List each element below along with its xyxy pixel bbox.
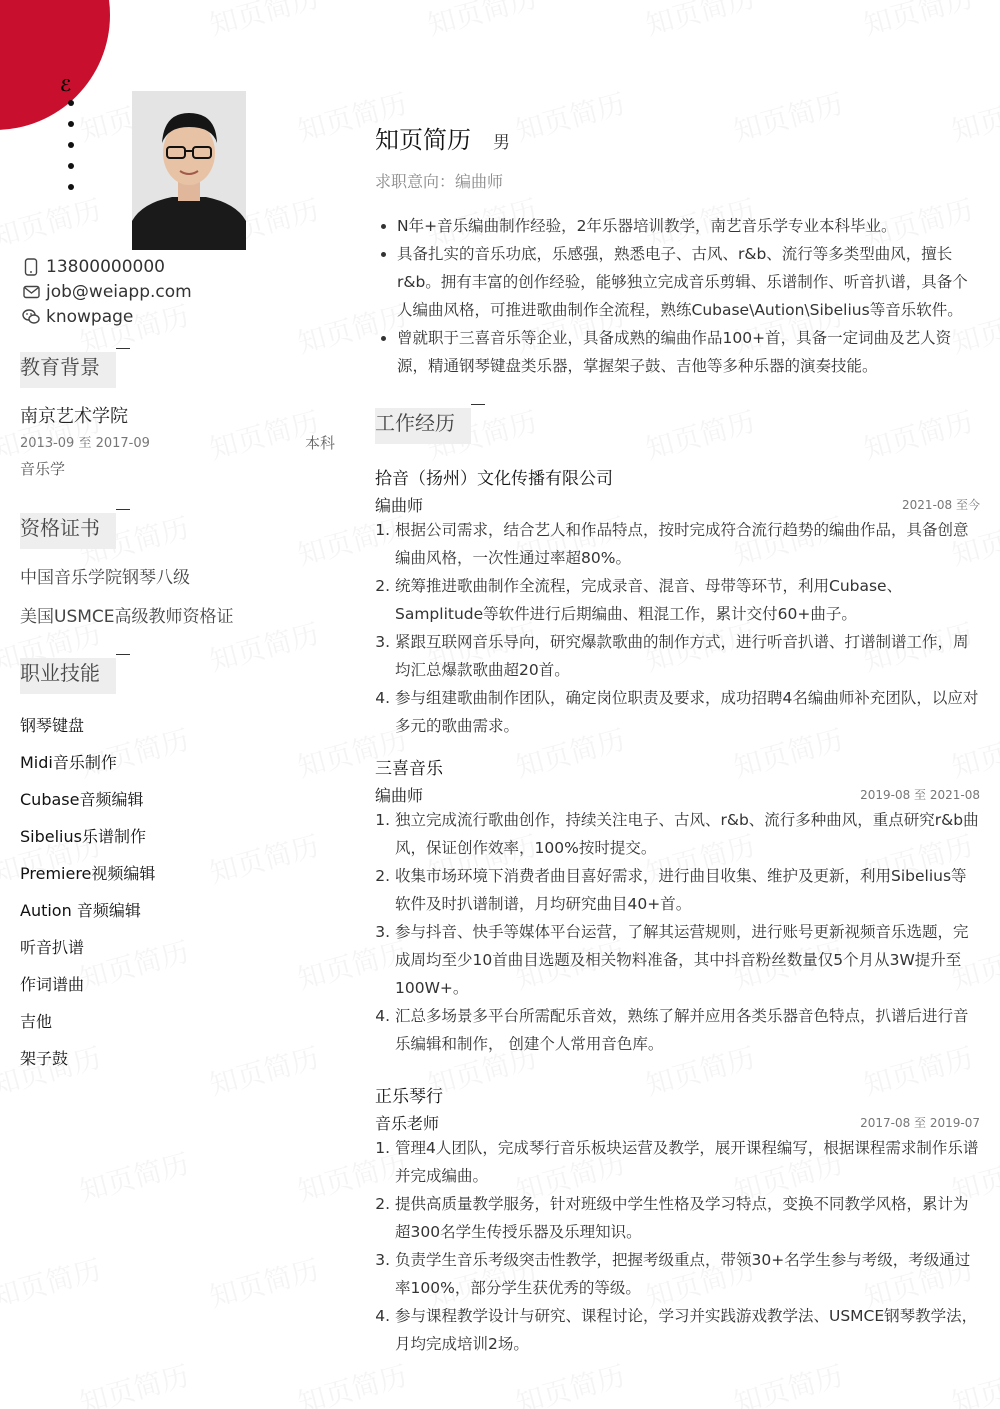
- skill-item: 听音扒谱: [20, 938, 85, 957]
- watermark-text: [75, 1142, 194, 1210]
- job-entry: [375, 464, 980, 740]
- watermark-text: [205, 1036, 324, 1104]
- skills-title: 职业技能: [20, 658, 116, 694]
- duty-item: 4. 参与组建歌曲制作团队，确定岗位职责及要求，成功招聘4名编曲师补充团队，以应对多元的歌曲需求。: [395, 684, 980, 740]
- certificates-title: 资格证书: [20, 513, 116, 549]
- duty-item: 1. 根据公司需求，结合艺人和作品特点，按时完成符合流行趋势的编曲作品，具备创意编曲风格，一次性通过率超80%。: [395, 516, 980, 572]
- email-icon: [22, 285, 40, 299]
- watermark-text: [729, 1354, 848, 1409]
- watermark-text: [293, 1354, 412, 1409]
- summary-item: • 具备扎实的音乐功底，乐感强，熟悉电子、古风、r&b、流行等多类型曲风，擅长r&b。拥有丰富的创作经验，能够独立完成音乐剪辑、乐谱制作、听音扒谱，具备个人编曲风格，可推进歌曲制作全流程，熟练Cubase\Aution\Sibelius等音乐软件。: [397, 240, 980, 324]
- job-company: 三喜音乐: [375, 759, 443, 779]
- watermark-text: [0, 188, 105, 256]
- job-entry: [375, 1082, 980, 1358]
- skill-item: 架子鼓: [20, 1049, 69, 1068]
- wechat-icon: [22, 309, 40, 325]
- decorative-mark-icon: ℰ: [60, 76, 72, 95]
- skill-item: Midi音乐制作: [20, 753, 117, 772]
- job-position: 编曲师: [375, 496, 424, 515]
- watermark-text: [205, 0, 324, 44]
- summary-list: [375, 212, 980, 380]
- certificates-section: [20, 513, 234, 627]
- decorative-red-circle: [0, 0, 110, 130]
- job-entry: [375, 754, 980, 1058]
- duty-item: 2. 收集市场环境下消费者曲目喜好需求，进行曲目收集、维护及更新，利用Sibelius等软件及时扒谱制谱，月均研究曲目40+首。: [395, 862, 980, 918]
- education-title: 教育背景: [20, 352, 116, 388]
- skill-item: 作词谱曲: [20, 975, 85, 994]
- skill-item: Premiere视频编辑: [20, 864, 156, 883]
- candidate-gender: 男: [493, 133, 510, 153]
- education-major: 音乐学: [20, 460, 66, 478]
- education-period: 2013-09 至 2017-09: [20, 436, 150, 451]
- job-header: [375, 1111, 980, 1134]
- job-position: 编曲师: [375, 786, 424, 805]
- watermark-text: [423, 0, 542, 44]
- contact-email: [22, 279, 192, 304]
- phone-icon: [22, 258, 40, 276]
- candidate-name: 知页简历: [375, 126, 471, 154]
- skill-item: Cubase音频编辑: [20, 790, 144, 809]
- watermark-text: [859, 0, 978, 44]
- skill-item: 钢琴键盘: [20, 716, 85, 735]
- job-duties: [375, 1134, 980, 1358]
- job-period: 2017-08 至 2019-07: [860, 1116, 980, 1130]
- education-degree: 本科: [304, 434, 335, 452]
- phone-text: 13800000000: [46, 256, 165, 277]
- work-title: 工作经历: [375, 408, 471, 444]
- skill-item: Aution 音频编辑: [20, 901, 141, 920]
- job-period: 2021-08 至今: [902, 498, 980, 512]
- certificate-item: 中国音乐学院钢琴八级: [20, 568, 190, 588]
- job-company: 正乐琴行: [375, 1087, 443, 1107]
- job-header: [375, 783, 980, 806]
- wechat-text: knowpage: [46, 306, 134, 327]
- duty-item: 2. 提供高质量教学服务，针对班级中学生性格及学习特点，变换不同教学风格，累计为超300名学生传授乐器及乐理知识。: [395, 1190, 980, 1246]
- job-header: [375, 493, 980, 516]
- job-company: 拾音（扬州）文化传播有限公司: [375, 469, 613, 489]
- contact-phone: [22, 254, 192, 279]
- watermark-text: [641, 0, 760, 44]
- name-line: [375, 120, 980, 155]
- job-position: 音乐老师: [375, 1114, 440, 1133]
- skills-section: [20, 658, 155, 1077]
- skill-item: Sibelius乐谱制作: [20, 827, 146, 846]
- duty-item: 3. 负责学生音乐考级突击性教学，把握考级重点，带领30+名学生参与考级，考级通过率100%，部分学生获优秀的等级。: [395, 1246, 980, 1302]
- email-text: job@weiapp.com: [46, 281, 192, 302]
- watermark-text: [75, 1354, 194, 1409]
- job-period: 2019-08 至 2021-08: [860, 788, 980, 802]
- watermark-text: [947, 1354, 1000, 1409]
- duty-item: 1. 管理4人团队，完成琴行音乐板块运营及教学，展开课程编写，根据课程需求制作乐谱并完成编曲。: [395, 1134, 980, 1190]
- summary-item: • 曾就职于三喜音乐等企业，具备成熟的编曲作品100+首，具备一定词曲及艺人资源，精通钢琴键盘类乐器，掌握架子鼓、吉他等多种乐器的演奏技能。: [397, 324, 980, 380]
- duty-item: 4. 汇总多场景多平台所需配乐音效，熟练了解并应用各类乐器音色特点，扒谱后进行音乐编辑和制作， 创建个人常用音色库。: [395, 1002, 980, 1058]
- skill-item: 吉他: [20, 1012, 53, 1031]
- education-section: [20, 352, 335, 479]
- contact-block: [22, 254, 192, 329]
- education-meta: [20, 432, 335, 453]
- job-duties: [375, 806, 980, 1058]
- education-school: 南京艺术学院: [20, 406, 128, 427]
- watermark-text: [205, 824, 324, 892]
- job-intent: 求职意向：编曲师: [375, 172, 504, 191]
- certificate-item: 美国USMCE高级教师资格证: [20, 607, 234, 627]
- duty-item: 3. 紧跟互联网音乐导向，研究爆款歌曲的制作方式，进行听音扒谱、打谱制谱工作，周均汇总爆款歌曲超20首。: [395, 628, 980, 684]
- watermark-text: [205, 1248, 324, 1316]
- contact-wechat: [22, 304, 192, 329]
- watermark-text: [511, 1354, 630, 1409]
- job-duties: [375, 516, 980, 740]
- duty-item: 1. 独立完成流行歌曲创作，持续关注电子、古风、r&b、流行多种曲风，重点研究r&b曲风，保证创作效率，100%按时提交。: [395, 806, 980, 862]
- watermark-text: [0, 1248, 105, 1316]
- duty-item: 3. 参与抖音、快手等媒体平台运营，了解其运营规则，进行账号更新视频音乐选题，完成周均至少10首曲目选题及相关物料准备，其中抖音粉丝数量仅5个月从3W提升至100W+。: [395, 918, 980, 1002]
- avatar-photo: [132, 91, 246, 250]
- main-column: [375, 120, 980, 1358]
- duty-item: 2. 统筹推进歌曲制作全流程，完成录音、混音、母带等环节，利用Cubase、Samplitude等软件进行后期编曲、粗混工作，累计交付60+曲子。: [395, 572, 980, 628]
- decorative-dots: [68, 100, 74, 205]
- summary-item: • N年+音乐编曲制作经验，2年乐器培训教学，南艺音乐学专业本科毕业。: [397, 212, 980, 240]
- duty-item: 4. 参与课程教学设计与研究、课程讨论，学习并实践游戏教学法、USMCE钢琴教学法，月均完成培训2场。: [395, 1302, 980, 1358]
